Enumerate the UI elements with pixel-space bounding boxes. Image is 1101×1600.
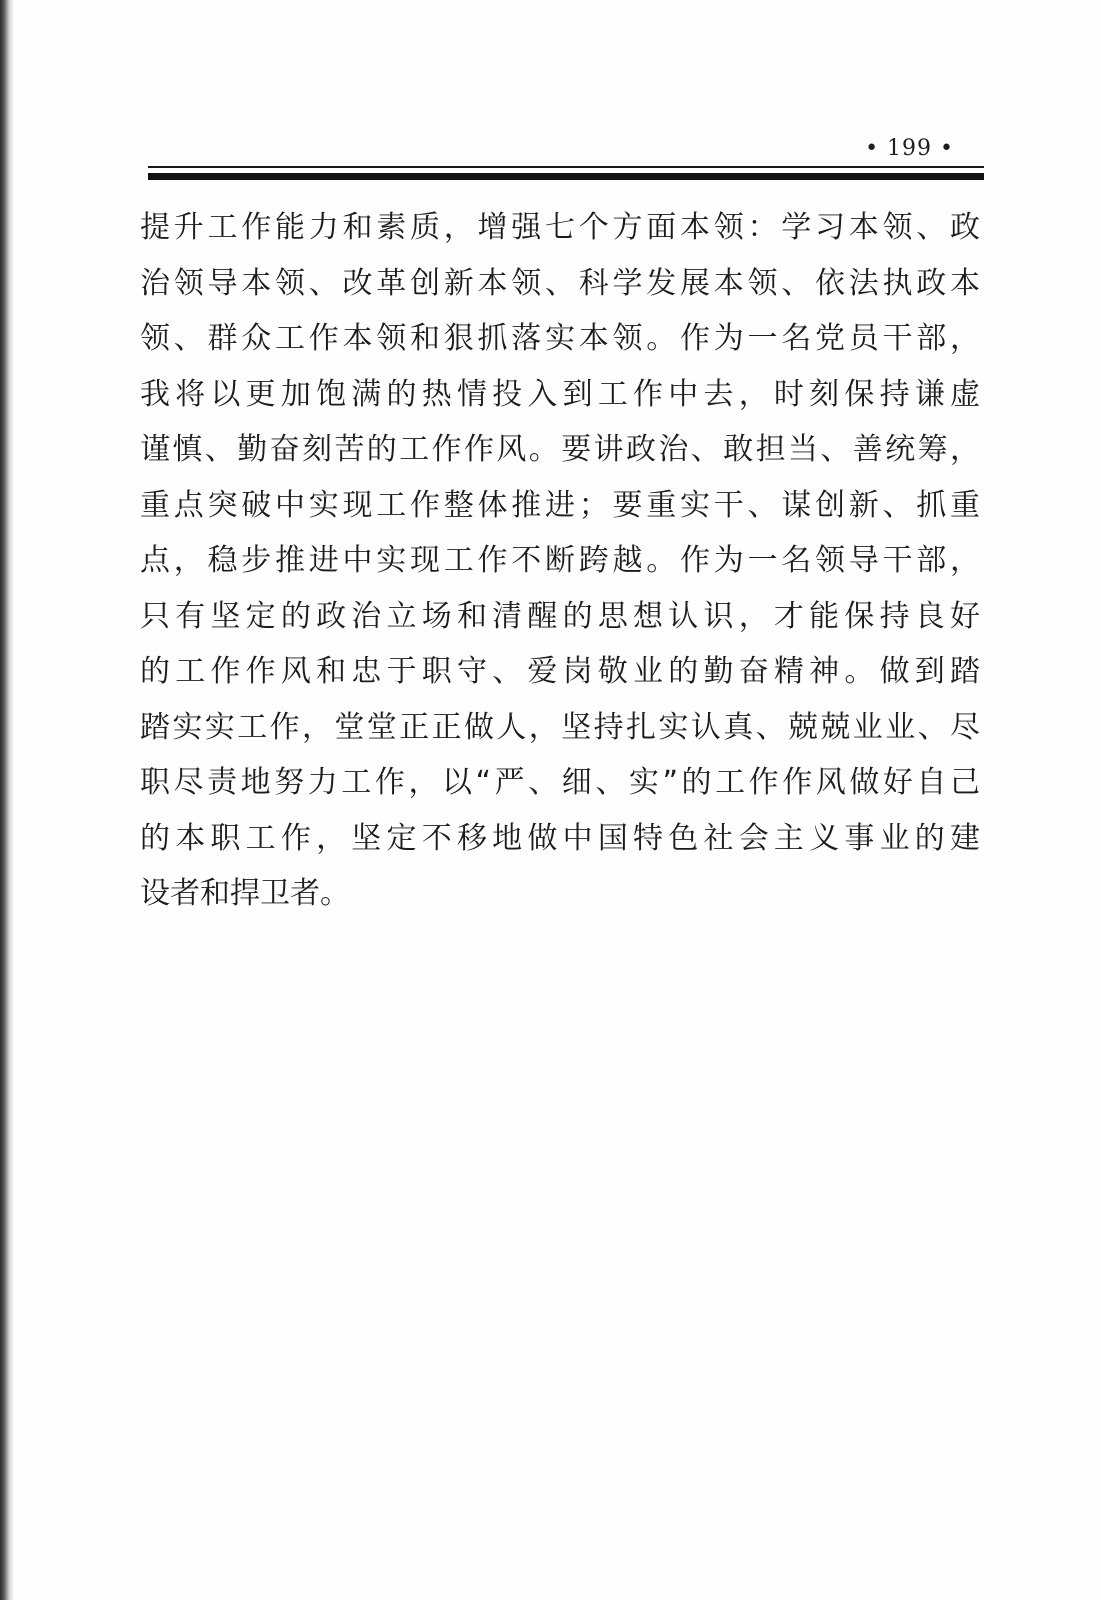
header-rule-thick <box>148 173 984 180</box>
text-line: 的工作作风和忠于职守、爱岗敬业的勤奋精神。做到踏 <box>140 654 980 689</box>
text-line: 提升工作能力和素质，增强七个方面本领：学习本领、政 <box>140 210 980 245</box>
text-line: 治领导本领、改革创新本领、科学发展本领、依法执政本 <box>140 265 980 301</box>
text-line: 设者和捍卫者。 <box>140 876 350 911</box>
text-line: 重点突破中实现工作整体推进；要重实干、谋创新、抓重 <box>140 487 980 523</box>
page-header <box>148 132 984 188</box>
page-edge-shadow <box>0 0 14 1600</box>
text-line: 领、群众工作本领和狠抓落实本领。作为一名党员干部， <box>140 321 980 356</box>
text-line: 我将以更加饱满的热情投入到工作中去，时刻保持谦虚 <box>140 376 980 412</box>
text-line: 的本职工作，坚定不移地做中国特色社会主义事业的建 <box>140 820 980 856</box>
text-line: 踏实实工作，堂堂正正做人，坚持扎实认真、兢兢业业、尽 <box>140 709 980 745</box>
text-line: 职尽责地努力工作，以“严、细、实”的工作作风做好自己 <box>140 765 980 800</box>
text-line: 点，稳步推进中实现工作不断跨越。作为一名领导干部， <box>140 543 980 578</box>
text-line: 谨慎、勤奋刻苦的工作作风。要讲政治、敢担当、善统筹， <box>140 432 980 467</box>
body-paragraph <box>140 200 980 922</box>
text-line: 只有坚定的政治立场和清醒的思想认识，才能保持良好 <box>140 598 980 634</box>
page-number: • 199 • <box>865 136 954 161</box>
header-rule-thin <box>148 166 984 168</box>
